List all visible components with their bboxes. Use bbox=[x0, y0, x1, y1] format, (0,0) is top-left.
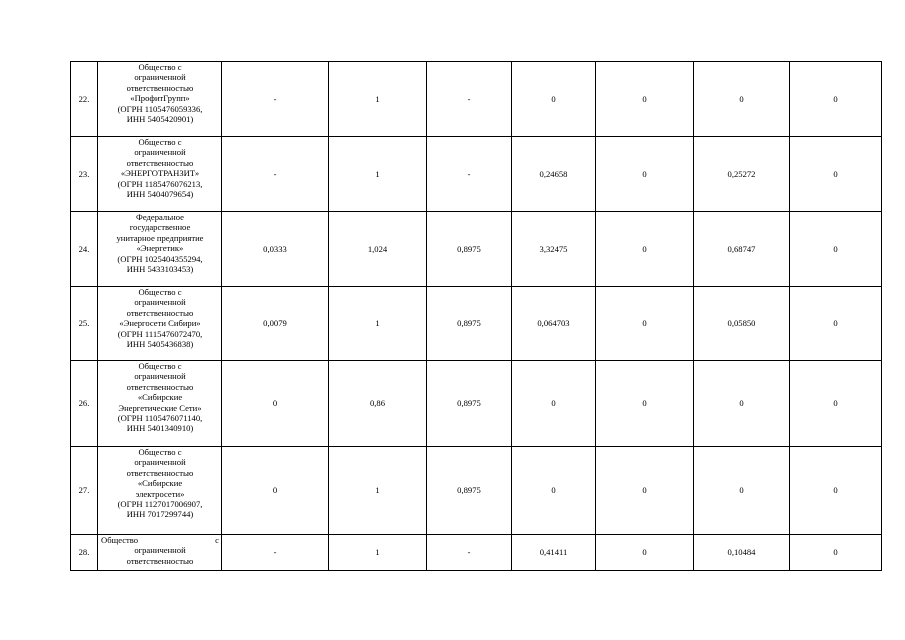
table-row bbox=[71, 361, 882, 447]
org-line: ограниченной bbox=[134, 371, 186, 382]
value-cell: 0 bbox=[694, 62, 790, 137]
value-cell: 1 bbox=[329, 535, 427, 571]
org-line: электросети» bbox=[135, 488, 185, 499]
table-row bbox=[71, 212, 882, 287]
org-line: Общество с bbox=[138, 287, 182, 297]
org-line: ограниченной bbox=[134, 545, 186, 556]
value-cell: - bbox=[222, 62, 329, 137]
value-cell: 0,8975 bbox=[427, 447, 512, 535]
organization-cell bbox=[98, 287, 222, 361]
org-line: «Энергетик» bbox=[136, 243, 184, 254]
value-cell: 0,0333 bbox=[222, 212, 329, 287]
table-body bbox=[71, 62, 882, 571]
org-line: ИНН 5405420901) bbox=[126, 114, 194, 125]
org-line: государственное bbox=[129, 222, 191, 233]
value-cell: - bbox=[427, 137, 512, 212]
row-number: 28. bbox=[71, 535, 98, 571]
org-line: ИНН 5405436838) bbox=[126, 339, 194, 350]
organization-cell bbox=[98, 137, 222, 212]
value-cell: 0,86 bbox=[329, 361, 427, 447]
organization-cell bbox=[98, 62, 222, 137]
org-line: Общество с bbox=[138, 137, 182, 147]
org-line: унитарное предприятие bbox=[116, 232, 204, 243]
value-cell: 0 bbox=[596, 137, 694, 212]
org-line: ИНН 5401340910) bbox=[126, 423, 194, 434]
value-cell: 0,8975 bbox=[427, 361, 512, 447]
value-cell: 0,8975 bbox=[427, 212, 512, 287]
value-cell: 0,41411 bbox=[512, 535, 596, 571]
org-line: «ПрофитГрупп» bbox=[130, 93, 190, 104]
org-line: Общество с bbox=[138, 62, 182, 72]
value-cell: - bbox=[427, 62, 512, 137]
value-cell: 0 bbox=[596, 212, 694, 287]
org-line: (ОГРН 1127017006907, bbox=[117, 499, 203, 510]
table-row bbox=[71, 62, 882, 137]
value-cell: 0 bbox=[790, 212, 882, 287]
value-cell: 0 bbox=[222, 361, 329, 447]
value-cell: 0 bbox=[596, 361, 694, 447]
org-line: (ОГРН 1185476076213, bbox=[117, 178, 203, 189]
org-line: «Энергосети Сибири» bbox=[119, 318, 201, 329]
organization-cell bbox=[98, 535, 222, 571]
org-line: Энергетические Сети» bbox=[118, 402, 202, 413]
table-row bbox=[71, 447, 882, 535]
value-cell: - bbox=[222, 535, 329, 571]
value-cell: 0 bbox=[694, 447, 790, 535]
org-line: ответственностью bbox=[126, 157, 194, 168]
org-line: ответственностью bbox=[126, 381, 194, 392]
value-cell: 0 bbox=[222, 447, 329, 535]
row-number: 22. bbox=[71, 62, 98, 137]
value-cell: 0 bbox=[790, 287, 882, 361]
table-row bbox=[71, 137, 882, 212]
value-cell: 0 bbox=[790, 535, 882, 571]
org-line: ограниченной bbox=[134, 147, 186, 158]
table-row bbox=[71, 535, 882, 571]
org-line: Общество с bbox=[101, 535, 219, 545]
org-line: ИНН 5433103453) bbox=[126, 264, 194, 275]
row-number: 25. bbox=[71, 287, 98, 361]
org-line: ИНН 7017299744) bbox=[126, 509, 194, 520]
row-number: 27. bbox=[71, 447, 98, 535]
value-cell: 0,24658 bbox=[512, 137, 596, 212]
value-cell: 0 bbox=[512, 361, 596, 447]
org-line: ответственностью bbox=[126, 555, 194, 566]
org-line: (ОГРН 1115476072470, bbox=[117, 328, 203, 339]
value-cell: - bbox=[427, 535, 512, 571]
value-cell: 0 bbox=[512, 447, 596, 535]
row-number: 24. bbox=[71, 212, 98, 287]
value-cell: 0 bbox=[596, 62, 694, 137]
value-cell: - bbox=[222, 137, 329, 212]
value-cell: 0 bbox=[790, 361, 882, 447]
org-line: ИНН 5404079654) bbox=[126, 189, 194, 200]
value-cell: 1 bbox=[329, 447, 427, 535]
value-cell: 1 bbox=[329, 287, 427, 361]
org-line: ограниченной bbox=[134, 457, 186, 468]
org-line: ограниченной bbox=[134, 72, 186, 83]
value-cell: 0,68747 bbox=[694, 212, 790, 287]
org-line: Общество с bbox=[138, 361, 182, 371]
org-line: (ОГРН 1025404355294, bbox=[117, 253, 203, 264]
org-line: ограниченной bbox=[134, 297, 186, 308]
org-line: «Сибирские bbox=[137, 392, 183, 403]
value-cell: 0,10484 bbox=[694, 535, 790, 571]
value-cell: 1,024 bbox=[329, 212, 427, 287]
org-line: Федеральное bbox=[136, 212, 184, 222]
org-line: «ЭНЕРГОТРАНЗИТ» bbox=[120, 168, 200, 179]
value-cell: 0 bbox=[790, 62, 882, 137]
table-row bbox=[71, 287, 882, 361]
value-cell: 0 bbox=[596, 535, 694, 571]
row-number: 26. bbox=[71, 361, 98, 447]
value-cell: 3,32475 bbox=[512, 212, 596, 287]
value-cell: 1 bbox=[329, 62, 427, 137]
value-cell: 0,05850 bbox=[694, 287, 790, 361]
org-line: ответственностью bbox=[126, 307, 194, 318]
value-cell: 0,8975 bbox=[427, 287, 512, 361]
value-cell: 0 bbox=[512, 62, 596, 137]
org-line: ответственностью bbox=[126, 82, 194, 93]
value-cell: 0,25272 bbox=[694, 137, 790, 212]
organization-cell bbox=[98, 447, 222, 535]
value-cell: 0,0079 bbox=[222, 287, 329, 361]
value-cell: 0 bbox=[596, 447, 694, 535]
value-cell: 0 bbox=[790, 137, 882, 212]
org-line: ответственностью bbox=[126, 467, 194, 478]
tariff-table bbox=[70, 61, 882, 571]
org-line: «Сибирские bbox=[137, 478, 183, 489]
value-cell: 0 bbox=[694, 361, 790, 447]
value-cell: 0,064703 bbox=[512, 287, 596, 361]
organization-cell bbox=[98, 361, 222, 447]
org-line: (ОГРН 1105476059336, bbox=[117, 103, 203, 114]
org-line: (ОГРН 1105476071140, bbox=[117, 413, 203, 424]
value-cell: 1 bbox=[329, 137, 427, 212]
organization-cell bbox=[98, 212, 222, 287]
row-number: 23. bbox=[71, 137, 98, 212]
value-cell: 0 bbox=[596, 287, 694, 361]
value-cell: 0 bbox=[790, 447, 882, 535]
org-line: Общество с bbox=[138, 447, 182, 457]
